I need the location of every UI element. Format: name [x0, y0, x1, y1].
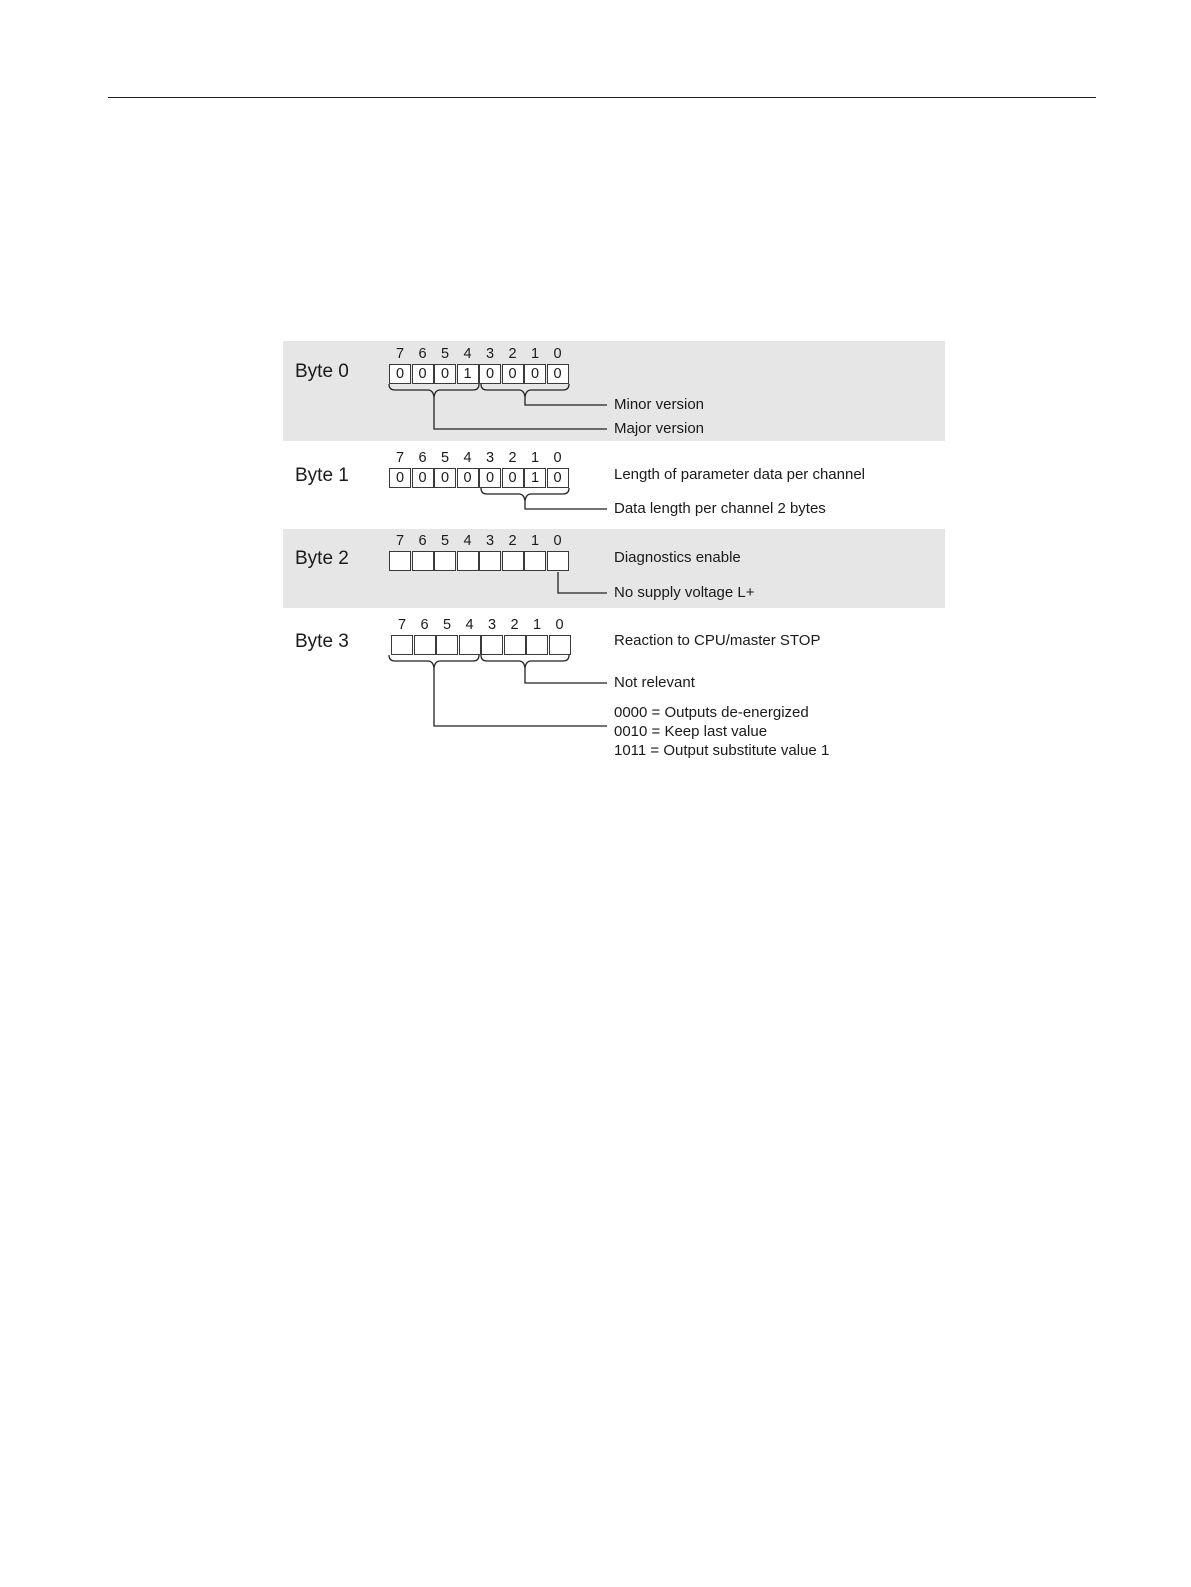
byte-1-bit-number-1: 1 — [530, 450, 540, 466]
byte-0-bit-3-cell: 0 — [479, 364, 501, 384]
byte-1-bit-6-cell: 0 — [412, 468, 434, 488]
byte-2-bit-number-1: 1 — [530, 533, 540, 549]
byte-2-bit0-leader — [558, 572, 607, 593]
option-substitute-value: 1011 = Output substitute value 1 — [614, 742, 830, 759]
byte-1-data-length-leader — [525, 501, 607, 509]
byte-0-brace-high — [389, 384, 479, 397]
byte-3-brace-high — [389, 655, 479, 668]
byte-3-not-relevant-leader — [525, 668, 607, 683]
byte-0-minor-leader — [525, 397, 607, 405]
byte-0-bit-number-5: 5 — [440, 346, 450, 362]
byte-3-bit-number-1: 1 — [532, 617, 542, 633]
byte-1-bit-number-4: 4 — [463, 450, 472, 466]
byte-0-bit-number-2: 2 — [508, 346, 517, 362]
byte-1-bit-3-cell: 0 — [479, 468, 501, 488]
byte-0-bit-number-0: 0 — [553, 346, 562, 362]
byte-0-bit-5-cell: 0 — [434, 364, 456, 384]
byte-1-bit-number-5: 5 — [440, 450, 450, 466]
reaction-cpu-stop-desc: Reaction to CPU/master STOP — [614, 632, 821, 649]
byte-0-bit-4-cell: 1 — [457, 364, 479, 384]
no-supply-voltage-desc: No supply voltage L+ — [614, 584, 755, 601]
param-length-desc: Length of parameter data per channel — [614, 466, 866, 483]
byte-0-label: Byte 0 — [295, 361, 349, 382]
byte-1-bit-1-cell: 1 — [524, 468, 546, 488]
byte-1-bit-number-3: 3 — [485, 450, 495, 466]
byte-2-bit-number-0: 0 — [553, 533, 562, 549]
byte-0-bit-6-cell: 0 — [412, 364, 434, 384]
byte-0-bit-number-6: 6 — [418, 346, 427, 362]
byte-3-bit-number-6: 6 — [420, 617, 429, 633]
byte-2-bit-number-7: 7 — [395, 533, 405, 549]
byte-3-bit-number-2: 2 — [510, 617, 519, 633]
byte-2-bit-number-6: 6 — [418, 533, 427, 549]
byte-0-bit-7-cell: 0 — [389, 364, 411, 384]
byte-2-bit-number-3: 3 — [485, 533, 495, 549]
byte-3-bit-number-0: 0 — [555, 617, 564, 633]
byte-0-brace-low — [481, 384, 569, 397]
byte-3-options-leader — [434, 668, 607, 726]
byte-2-bit-number-2: 2 — [508, 533, 517, 549]
byte-3-bit-number-7: 7 — [397, 617, 407, 633]
byte-0-bit-number-7: 7 — [395, 346, 405, 362]
byte-1-label: Byte 1 — [295, 465, 349, 486]
byte-3-bit-number-3: 3 — [487, 617, 497, 633]
byte-1-bit-4-cell: 0 — [457, 468, 479, 488]
byte-3-brace-low — [481, 655, 569, 668]
byte-2-bit-number-5: 5 — [440, 533, 450, 549]
byte-0-bit-number-4: 4 — [463, 346, 472, 362]
byte-1-bit-0-cell: 0 — [547, 468, 569, 488]
byte-3-bit-number-4: 4 — [465, 617, 474, 633]
byte-1-bit-2-cell: 0 — [502, 468, 524, 488]
byte-3-label: Byte 3 — [295, 631, 349, 652]
byte-1-bit-5-cell: 0 — [434, 468, 456, 488]
byte-1-bit-number-6: 6 — [418, 450, 427, 466]
byte-2-label: Byte 2 — [295, 548, 349, 569]
byte-0-bit-number-1: 1 — [530, 346, 540, 362]
minor-version-desc: Minor version — [614, 396, 705, 413]
byte-0-bit-0-cell: 0 — [547, 364, 569, 384]
byte-2-bit-number-4: 4 — [463, 533, 472, 549]
option-keep-last-value: 0010 = Keep last value — [614, 723, 768, 740]
byte-1-bit-number-0: 0 — [553, 450, 562, 466]
byte-0-major-leader — [434, 397, 607, 429]
byte-1-bit-number-7: 7 — [395, 450, 405, 466]
byte-0-bit-2-cell: 0 — [502, 364, 524, 384]
data-length-desc: Data length per channel 2 bytes — [614, 500, 826, 517]
byte-1-brace-low — [481, 488, 569, 501]
byte-1-bit-7-cell: 0 — [389, 468, 411, 488]
not-relevant-desc: Not relevant — [614, 674, 695, 691]
byte-0-bit-1-cell: 0 — [524, 364, 546, 384]
byte-0-bit-number-3: 3 — [485, 346, 495, 362]
byte-1-bit-number-2: 2 — [508, 450, 517, 466]
byte-3-bit-number-5: 5 — [442, 617, 452, 633]
option-outputs-deenergized: 0000 = Outputs de-energized — [614, 704, 809, 721]
diagnostics-enable-desc: Diagnostics enable — [614, 549, 741, 566]
major-version-desc: Major version — [614, 420, 705, 437]
